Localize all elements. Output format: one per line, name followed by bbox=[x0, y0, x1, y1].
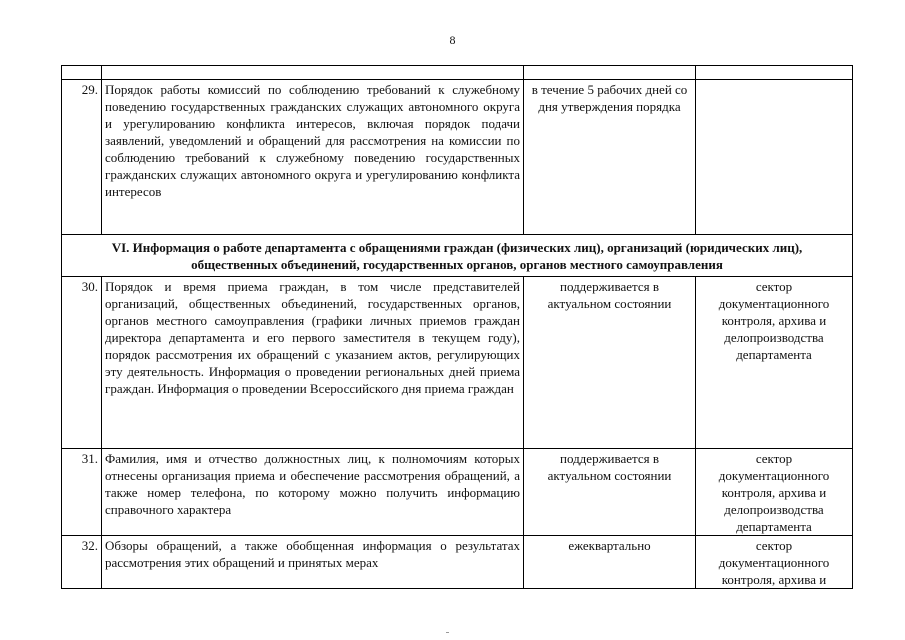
row-responsible: сектор документационного контроля, архива и делопроизводства департамента bbox=[696, 449, 853, 536]
row-period: поддерживается в актуальном состоянии bbox=[524, 277, 696, 449]
row-responsible bbox=[696, 80, 853, 235]
row-number: 31. bbox=[62, 449, 102, 536]
page-number: 8 bbox=[449, 33, 456, 47]
section-title: VI. Информация о работе департамента с обращениями граждан (физических лиц), организаций (юридических лиц), общественных объединений, государственных органов, органов местного самоуправления bbox=[62, 235, 853, 277]
table-continuation-row bbox=[62, 66, 853, 80]
document-table bbox=[61, 65, 853, 589]
row-content: Фамилия, имя и отчество должностных лиц, к полномочиям которых отнесены организация приема и обеспечение рассмотрения обращений, а также номер телефона, по которому можно получить информацию справочного характера bbox=[102, 449, 524, 536]
table-row bbox=[62, 80, 853, 235]
row-responsible: сектор документационного контроля, архива и делопроизводства департамента bbox=[696, 277, 853, 449]
row-number: 32. bbox=[62, 536, 102, 589]
row-content: Обзоры обращений, а также обобщенная информация о результатах рассмотрения этих обращений и принятых мерах bbox=[102, 536, 524, 589]
row-period: поддерживается в актуальном состоянии bbox=[524, 449, 696, 536]
table-row bbox=[62, 536, 853, 589]
table-row bbox=[62, 449, 853, 536]
row-content: Порядок и время приема граждан, в том числе представителей организаций, общественных объединений, государственных органов, органов местного самоуправления (графики личных приемов граждан директора департамента и его первого заместителя в текущем году), порядок рассмотрения их обращений с указанием актов, регулирующих эту деятельность. Информация о проведении региональных дней приема граждан. Информация о проведении Всероссийского дня приема граждан bbox=[102, 277, 524, 449]
row-number: 29. bbox=[62, 80, 102, 235]
table-row bbox=[62, 277, 853, 449]
row-content: Порядок работы комиссий по соблюдению требований к служебному поведению государственных гражданских служащих автономного округа и урегулированию конфликта интересов, включая порядок подачи заявлений, уведомлений и обращений для рассмотрения на комиссии по соблюдению требований к служебному поведению государственных гражданских служащих автономного округа и урегулированию конфликта интересов bbox=[102, 80, 524, 235]
scan-artifact bbox=[446, 632, 449, 633]
row-period: ежеквартально bbox=[524, 536, 696, 589]
section-heading-row bbox=[62, 235, 853, 277]
row-responsible: сектор документационного контроля, архива и bbox=[696, 536, 853, 589]
row-number: 30. bbox=[62, 277, 102, 449]
row-period: в течение 5 рабочих дней со дня утверждения порядка bbox=[524, 80, 696, 235]
